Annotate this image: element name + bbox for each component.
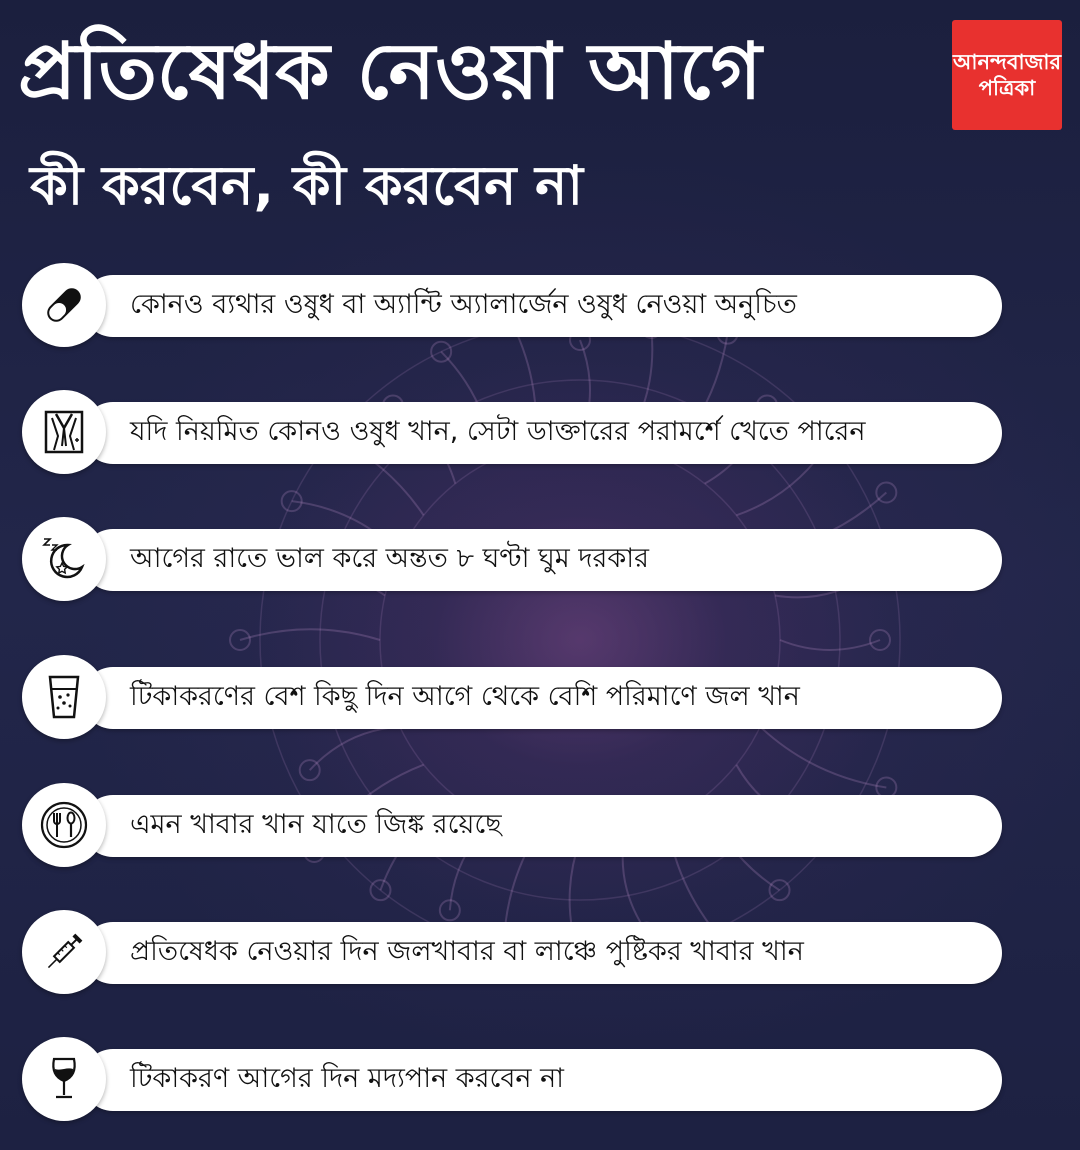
tip-icon-circle [22, 1037, 106, 1121]
tip-icon-circle [22, 263, 106, 347]
pill-capsule-icon [38, 279, 90, 331]
plate-fork-spoon-icon [38, 799, 90, 851]
tip-item [22, 1037, 1002, 1123]
virus-spike [240, 629, 380, 640]
page-title: প্রতিষেধক নেওয়া আগে [18, 27, 762, 117]
tip-text: প্রতিষেধক নেওয়ার দিন জলখাবার বা লাঞ্চে পুষ্টিকর খাবার খান [130, 935, 804, 967]
tip-icon-circle [22, 910, 106, 994]
tip-item [22, 263, 1002, 349]
virus-spike [780, 640, 880, 650]
wine-glass-icon [38, 1053, 90, 1105]
tip-item [22, 517, 1002, 603]
water-glass-icon [38, 671, 90, 723]
tip-item [22, 390, 1002, 476]
tip-text: এমন খাবার খান যাতে জিঙ্ক রয়েছে [130, 808, 502, 840]
sleep-moon-icon [38, 533, 90, 585]
tip-text: আগের রাতে ভাল করে অন্তত ৮ ঘণ্টা ঘুম দরকার [130, 542, 649, 574]
tip-icon-circle [22, 517, 106, 601]
tip-text: যদি নিয়মিত কোনও ওষুধ খান, সেটা ডাক্তারের পরামর্শে খেতে পারেন [130, 415, 866, 447]
tip-item [22, 783, 1002, 869]
tip-icon-circle [22, 655, 106, 739]
logo-line-1: আনন্দবাজার [952, 50, 1062, 74]
logo-line-2: পত্রিকা [978, 76, 1036, 100]
doctor-coat-icon [38, 406, 90, 458]
tip-text: কোনও ব্যথার ওষুধ বা অ্যান্টি অ্যালার্জেন ওষুধ নেওয়া অনুচিত [130, 288, 797, 320]
tip-icon-circle [22, 390, 106, 474]
tip-text: টিকাকরণ আগের দিন মদ্যপান করবেন না [130, 1062, 565, 1094]
syringe-icon [38, 926, 90, 978]
tip-text: টিকাকরণের বেশ কিছু দিন আগে থেকে বেশি পরিমাণে জল খান [130, 680, 800, 712]
page-subtitle: কী করবেন, কী করবেন না [30, 154, 583, 217]
tip-item [22, 910, 1002, 996]
tip-icon-circle [22, 783, 106, 867]
brand-logo[interactable] [952, 20, 1062, 130]
tip-item [22, 655, 1002, 741]
